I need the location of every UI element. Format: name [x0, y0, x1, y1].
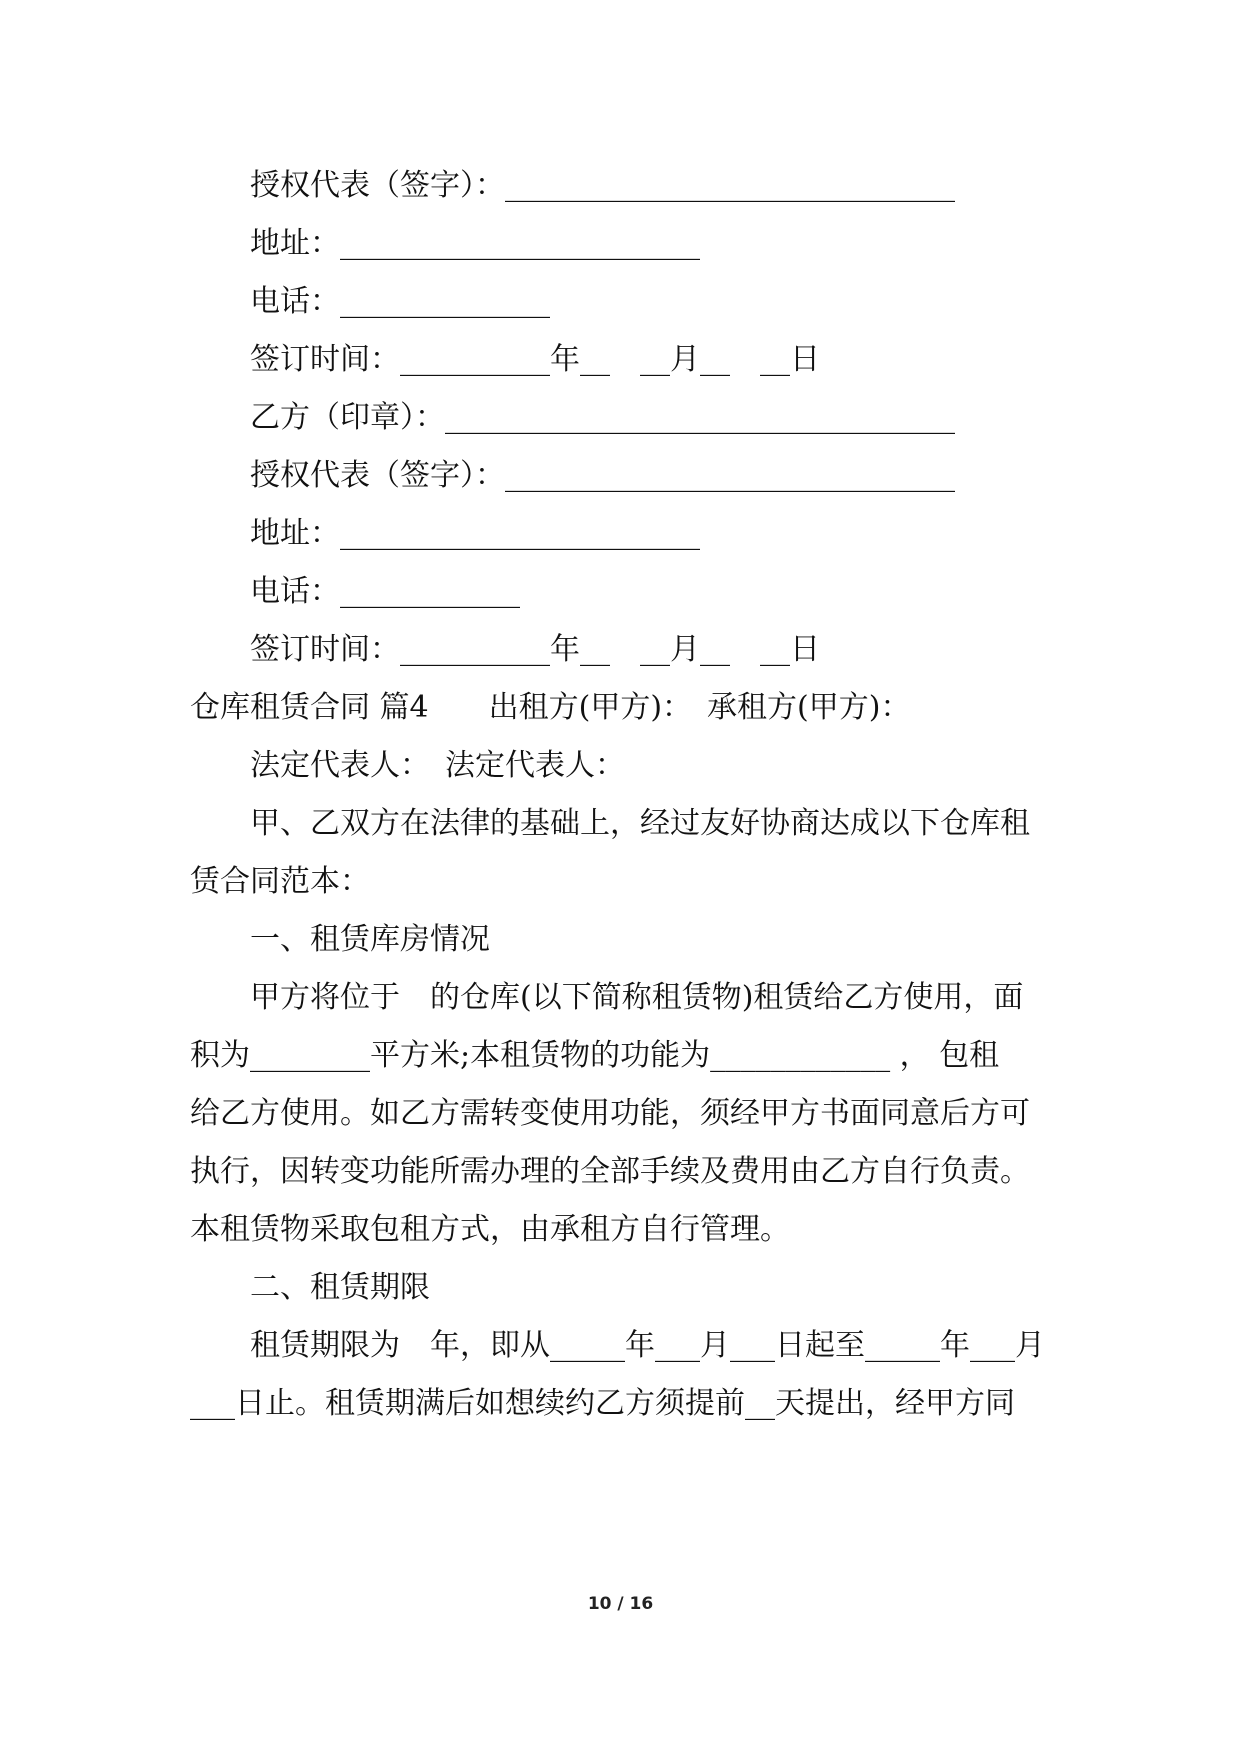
paragraph-line: 给乙方使用。如乙方需转变使用功能，须经甲方书面同意后方可 — [190, 1096, 1030, 1131]
text-line: 签订时间：__________年__ __月__ __日 — [250, 342, 820, 377]
paragraph-line: 赁合同范本： — [190, 864, 370, 899]
text-line: 地址：________________________ — [250, 516, 700, 551]
paragraph-line: 甲方将位于 的仓库(以下简称租赁物)租赁给乙方使用，面 — [250, 980, 1024, 1015]
page-number: 10 / 16 — [587, 1594, 654, 1614]
text-line: 地址：________________________ — [250, 226, 700, 261]
section-heading: 仓库租赁合同 篇4 出租方(甲方)： 承租方(甲方)： — [190, 690, 911, 725]
text-line: 乙方（印章）：__________________________________ — [250, 400, 955, 435]
text-line: 法定代表人： 法定代表人： — [250, 748, 625, 783]
paragraph-line: 积为________平方米;本租赁物的功能为____________ ， 包租 — [190, 1038, 1000, 1073]
text-line: 签订时间：__________年__ __月__ __日 — [250, 632, 820, 667]
clause-heading: 一、租赁库房情况 — [250, 922, 490, 957]
clause-heading: 二、租赁期限 — [250, 1270, 430, 1305]
text-line: 授权代表（签字）：______________________________ — [250, 458, 955, 493]
paragraph-line: ___日止。租赁期满后如想续约乙方须提前__天提出，经甲方同 — [190, 1386, 1015, 1421]
paragraph-line: 租赁期限为 年，即从_____年___月___日起至_____年___月 — [250, 1328, 1045, 1363]
paragraph-line: 执行，因转变功能所需办理的全部手续及费用由乙方自行负责。 — [190, 1154, 1030, 1189]
text-line: 授权代表（签字）：______________________________ — [250, 168, 955, 203]
text-line: 电话：______________ — [250, 284, 550, 319]
paragraph-line: 本租赁物采取包租方式，由承租方自行管理。 — [190, 1212, 790, 1247]
text-line: 电话：____________ — [250, 574, 520, 609]
paragraph-line: 甲、乙双方在法律的基础上，经过友好协商达成以下仓库租 — [250, 806, 1030, 841]
